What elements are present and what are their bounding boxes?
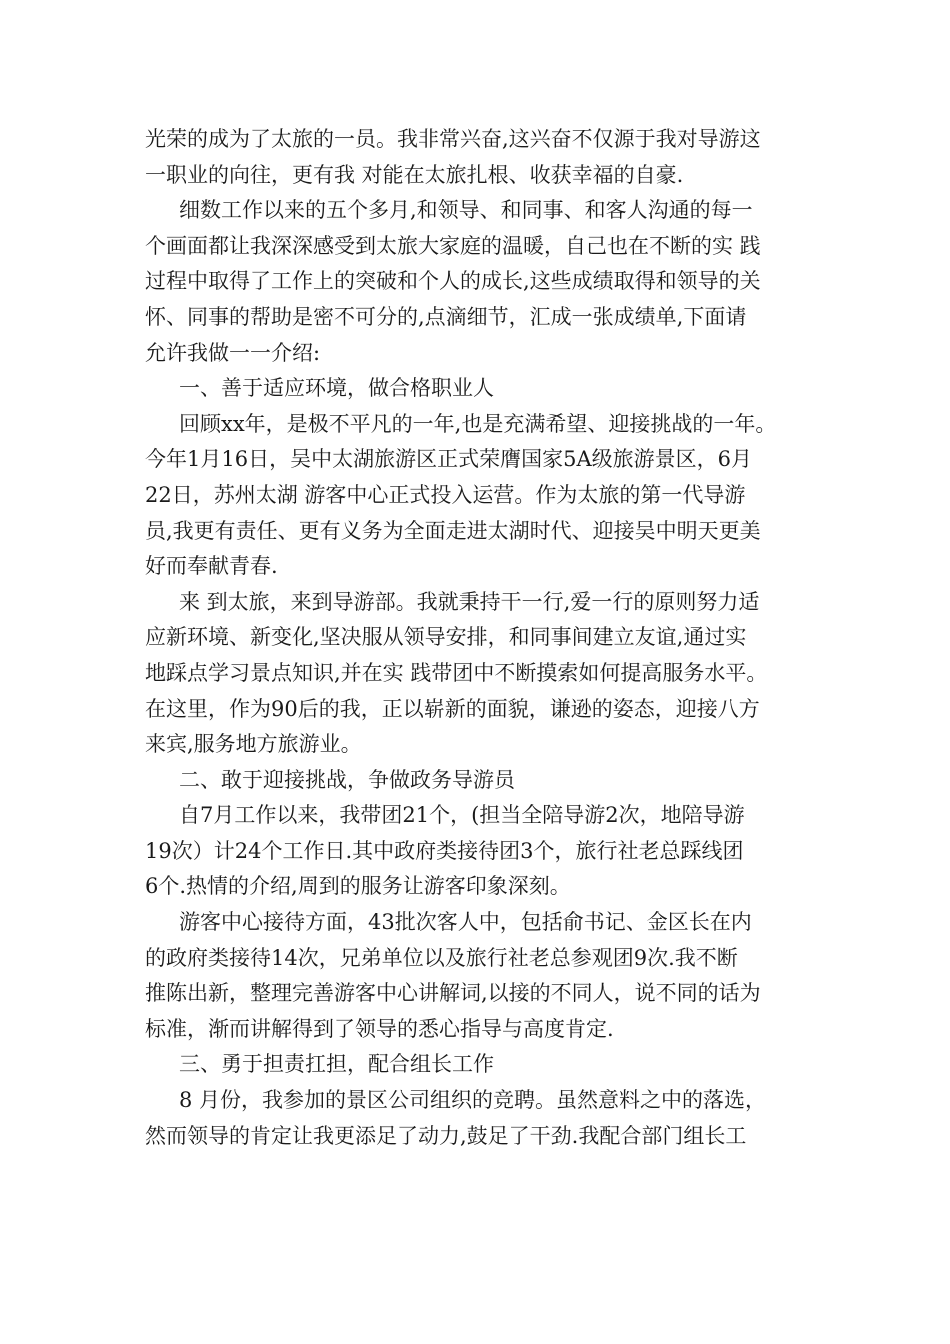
text-line: 标准，渐而讲解得到了领导的悉心指导与高度肯定. [145,1016,614,1041]
text-line: 来 到太旅，来到导游部。我就秉持干一行,爱一行的原则努力适 [179,589,760,614]
text-line: 在这里，作为90后的我，正以崭新的面貌，谦逊的姿态，迎接八方 [145,696,760,721]
text-line: 回顾xx年，是极不平凡的一年,也是充满希望、迎接挑战的一年。 [179,411,777,436]
text-line: 自7月工作以来，我带团21个，(担当全陪导游2次，地陪导游 [179,803,745,828]
text-line: 允许我做一一介绍: [145,340,321,365]
text-line: 的政府类接待14次，兄弟单位以及旅行社老总参观团9次.我不断 [145,945,738,970]
text-line: 员,我更有责任、更有义务为全面走进太湖时代、迎接吴中明天更美 [145,518,761,543]
text-line: 然而领导的肯定让我更添足了动力,鼓足了干劲.我配合部门组长工 [145,1123,747,1148]
text-line: 来宾,服务地方旅游业。 [145,732,362,757]
text-line: 二、敢于迎接挑战，争做政务导游员 [179,767,515,792]
text-line: 推陈出新，整理完善游客中心讲解词,以接的不同人，说不同的话为 [145,981,761,1006]
text-line: 个画面都让我深深感受到太旅大家庭的温暖，自己也在不断的实 践 [145,233,761,258]
text-line: 19次）计24个工作日.其中政府类接待团3个，旅行社老总踩线团 [145,838,744,863]
text-line: 一、善于适应环境，做合格职业人 [179,376,494,401]
text-line: 今年1月16日，吴中太湖旅游区正式荣膺国家5A级旅游景区，6月 [145,447,752,472]
text-line: 地踩点学习景点知识,并在实 践带团中不断摸索如何提高服务水平。 [145,660,768,685]
text-line: 三、勇于担责扛担，配合组长工作 [179,1052,494,1077]
text-line: 6个.热情的介绍,周到的服务让游客印象深刻。 [145,874,571,899]
text-line: 8 月份，我参加的景区公司组织的竞聘。虽然意料之中的落选， [179,1088,767,1113]
text-line: 一职业的向往，更有我 对能在太旅扎根、收获幸福的自豪. [145,162,684,187]
text-line: 好而奉献青春. [145,554,278,579]
text-line: 过程中取得了工作上的突破和个人的成长,这些成绩取得和领导的关 [145,269,761,294]
document-body [145,122,825,1154]
text-line: 游客中心接待方面，43批次客人中，包括俞书记、金区长在内 [179,910,752,935]
text-line: 光荣的成为了太旅的一员。我非常兴奋,这兴奋不仅源于我对导游这 [145,127,761,151]
text-line: 应新环境、新变化,坚决服从领导安排，和同事间建立友谊,通过实 [145,625,747,650]
text-line: 22日，苏州太湖 游客中心正式投入运营。作为太旅的第一代导游 [145,482,746,507]
text-line: 怀、同事的帮助是密不可分的,点滴细节，汇成一张成绩单,下面请 [145,304,747,329]
text-line: 细数工作以来的五个多月,和领导、和同事、和客人沟通的每一 [179,198,753,223]
